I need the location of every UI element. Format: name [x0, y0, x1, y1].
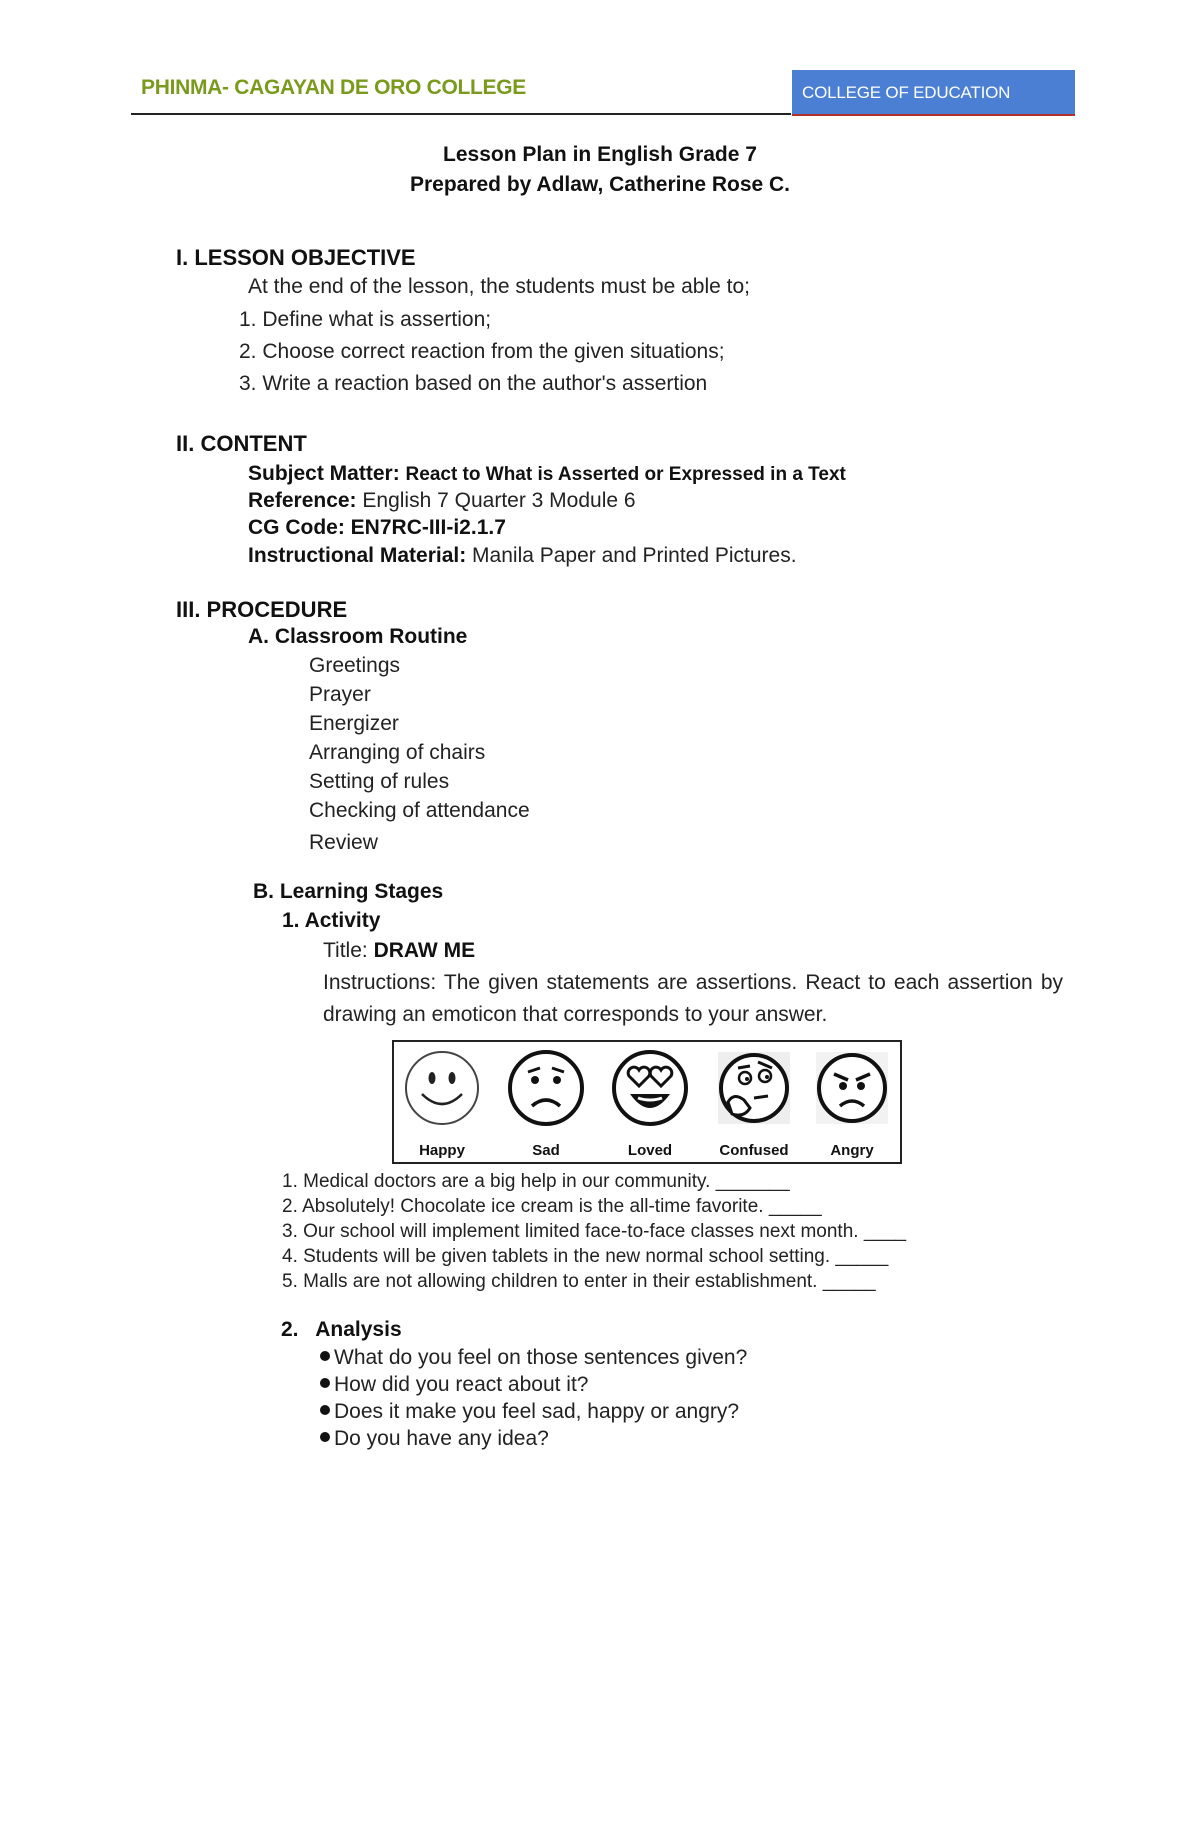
- statement-item: 3. Our school will implement limited face-to-face classes next month. ____: [282, 1221, 907, 1242]
- emoticon-label: Confused: [719, 1142, 789, 1159]
- bullet-icon: [320, 1351, 330, 1361]
- emoticon-loved: [610, 1048, 690, 1160]
- material-value: Manila Paper and Printed Pictures.: [472, 544, 797, 567]
- emoticon-sad: [506, 1048, 586, 1160]
- reference-label: Reference:: [248, 489, 357, 512]
- routine-item: Arranging of chairs: [309, 741, 486, 764]
- cg-value: EN7RC-III-i2.1.7: [350, 516, 506, 539]
- activity-title-label: Title:: [323, 939, 368, 962]
- reference-value: English 7 Quarter 3 Module 6: [362, 489, 636, 512]
- activity-heading: 1. Activity: [282, 909, 381, 932]
- routine-item: Checking of attendance: [309, 799, 530, 822]
- procedure-heading: III. PROCEDURE: [176, 597, 348, 622]
- cg-code: [248, 516, 506, 540]
- analysis-text: Does it make you feel sad, happy or angry?: [334, 1400, 740, 1423]
- emoticon-label: Angry: [830, 1142, 874, 1159]
- bullet-icon: [320, 1432, 330, 1442]
- instructional-material: [248, 544, 797, 568]
- college-name: PHINMA- CAGAYAN DE ORO COLLEGE: [141, 76, 526, 99]
- emoticon-chart: [392, 1040, 902, 1164]
- objective-heading: I. LESSON OBJECTIVE: [176, 245, 416, 270]
- bullet-icon: [320, 1378, 330, 1388]
- subject-value: React to What is Asserted or Expressed in a Text: [405, 464, 846, 485]
- department-name: COLLEGE OF EDUCATION: [802, 83, 1011, 102]
- emoticon-happy: [402, 1048, 482, 1160]
- emoticon-label: Sad: [532, 1142, 560, 1159]
- stages-heading: B. Learning Stages: [253, 880, 444, 903]
- emoticon-label: Loved: [627, 1142, 673, 1159]
- routine-item: Review: [309, 831, 378, 854]
- thinking-face-icon: [714, 1048, 794, 1128]
- routine-heading: A. Classroom Routine: [248, 625, 468, 648]
- objective-item: 3. Write a reaction based on the author's assertion: [239, 372, 708, 395]
- analysis-heading: 2. Analysis: [281, 1318, 402, 1341]
- sad-face-icon: [506, 1048, 586, 1128]
- emoticon-angry: [812, 1048, 892, 1160]
- analysis-item: [320, 1373, 588, 1397]
- header-divider: [131, 113, 791, 115]
- emoticon-label: Happy: [419, 1142, 465, 1159]
- prepared-by: Prepared by Adlaw, Catherine Rose C.: [409, 173, 791, 196]
- analysis-text: Do you have any idea?: [334, 1427, 549, 1450]
- heart-eyes-face-icon: [610, 1048, 690, 1128]
- subject-label: Subject Matter:: [248, 462, 400, 485]
- lesson-title: Lesson Plan in English Grade 7: [443, 143, 757, 166]
- analysis-text: How did you react about it?: [334, 1373, 589, 1396]
- statement-item: 5. Malls are not allowing children to enter in their establishment. _____: [282, 1271, 876, 1292]
- routine-item: Setting of rules: [309, 770, 450, 793]
- statement-item: 2. Absolutely! Chocolate ice cream is the all-time favorite. _____: [282, 1196, 822, 1217]
- analysis-item: [320, 1427, 549, 1451]
- objective-intro: At the end of the lesson, the students must be able to;: [248, 275, 750, 298]
- emoticon-confused: [714, 1048, 794, 1160]
- statement-item: 4. Students will be given tablets in the new normal school setting. _____: [282, 1246, 889, 1267]
- routine-item: Greetings: [309, 654, 401, 677]
- analysis-text: What do you feel on those sentences given?: [334, 1346, 748, 1369]
- activity-title-value: DRAW ME: [373, 939, 476, 962]
- activity-title: [323, 939, 475, 963]
- subject-matter: [248, 462, 846, 486]
- bullet-icon: [320, 1405, 330, 1415]
- material-label: Instructional Material:: [248, 544, 467, 567]
- objective-item: 2. Choose correct reaction from the given situations;: [239, 340, 725, 363]
- routine-item: Prayer: [309, 683, 371, 706]
- activity-instructions: Instructions: The given statements are assertions. React to each assertion by drawing an emoticon that corresponds to your answer.: [323, 971, 1063, 1026]
- analysis-item: [320, 1400, 739, 1424]
- statement-item: 1. Medical doctors are a big help in our community. _______: [282, 1171, 790, 1192]
- reference: [248, 489, 636, 513]
- analysis-item: [320, 1346, 747, 1370]
- content-heading: II. CONTENT: [176, 431, 307, 456]
- objective-item: 1. Define what is assertion;: [239, 308, 492, 331]
- routine-item: Energizer: [309, 712, 399, 735]
- happy-face-icon: [402, 1048, 482, 1128]
- angry-face-icon: [812, 1048, 892, 1128]
- cg-label: CG Code:: [248, 516, 345, 539]
- department-banner: [792, 70, 1075, 116]
